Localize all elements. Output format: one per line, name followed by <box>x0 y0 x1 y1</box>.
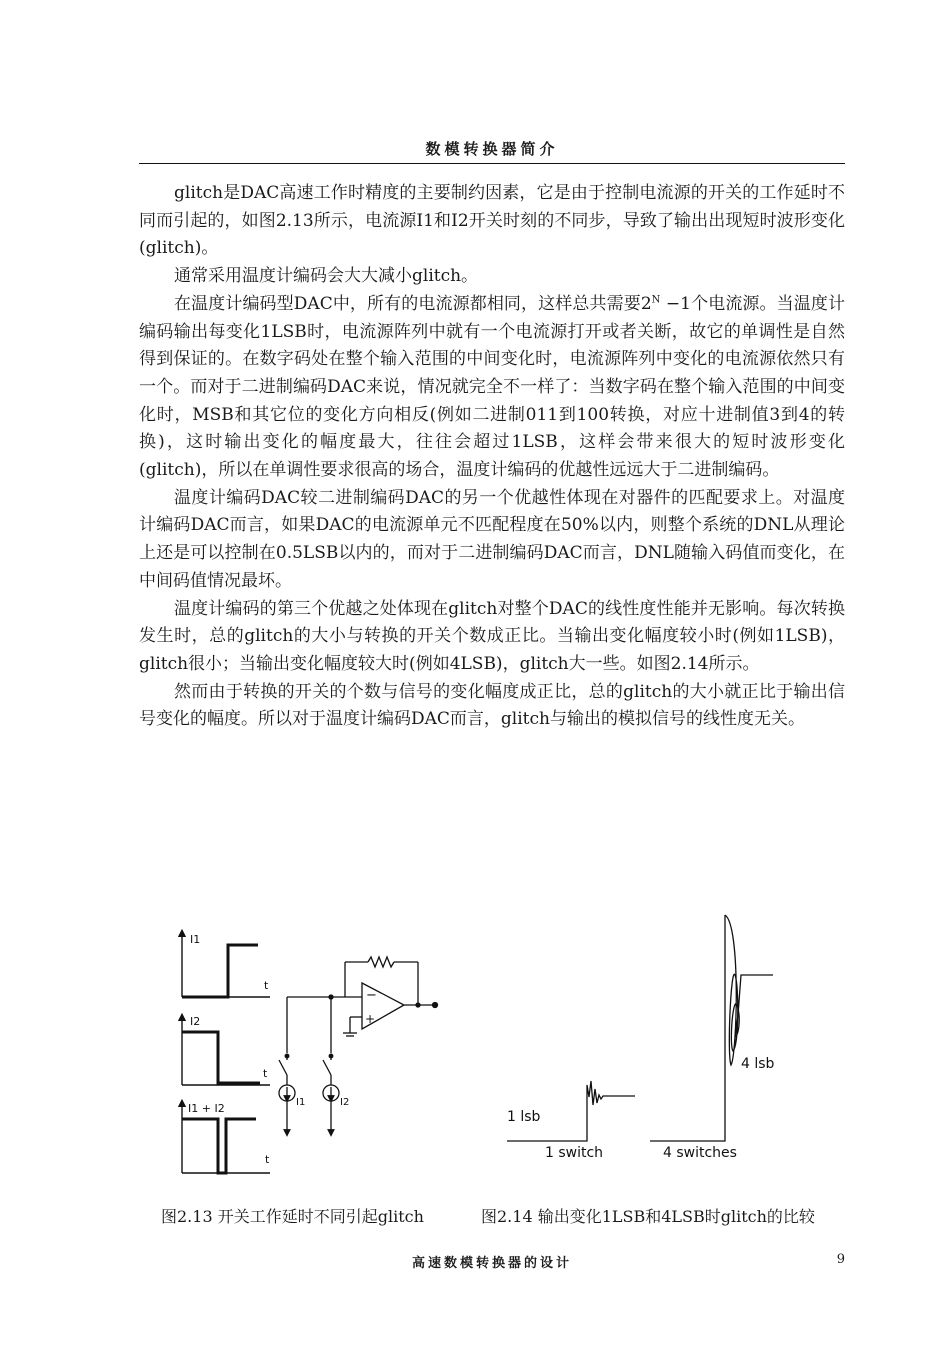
footer-title: 高速数模转换器的设计 <box>411 1256 572 1271</box>
page-header-title: 数模转换器简介 <box>425 140 559 158</box>
label-source-i1: I1 <box>296 1097 306 1108</box>
label-1-lsb: 1 lsb <box>507 1109 541 1125</box>
label-source-i2: I2 <box>340 1097 350 1108</box>
paragraph-3 <box>139 291 845 485</box>
paragraph-3-part-b: −1个电流源。当温度计编码输出每变化1LSB时，电流源阵列中就有一个电流源打开或者关断，故它的单调性是自然得到保证的。在数字码处在整个输入范围的中间变化时，电流源阵列中变化的电流源依然只有一个。而对于二进制编码DAC来说，情况就完全不一样了：当数字码在整个输入范围的中间变化时，MSB和其它位的变化方向相反(例如二进制011到100转换，对应十进制值3到4的转换)，这时输出变化的幅度最大，往往会超过1LSB，这样会带来很大的短时波形变化(glitch)，所以在单调性要求很高的场合，温度计编码的优越性远远大于二进制编码。 <box>139 293 845 481</box>
figure-2-14 <box>495 905 795 1185</box>
label-t-2: t <box>263 1067 268 1080</box>
figure-2-13-drawing <box>160 905 450 1185</box>
paragraph-2: 通常采用温度计编码会大大减小glitch。 <box>174 266 479 287</box>
opamp-minus-sign: − <box>366 988 377 1003</box>
paragraph-5: 温度计编码的第三个优越之处体现在glitch对整个DAC的线性度性能并无影响。每次转换发生时，总的glitch的大小与转换的开关个数成正比。当输出变化幅度较小时(例如1LSB)，glitch很小；当输出变化幅度较大时(例如4LSB)，glitch大一些。如图2.14所示。 <box>139 598 845 674</box>
label-i1-plus-i2: I1 + I2 <box>188 1102 225 1115</box>
header-rule <box>139 163 845 164</box>
paragraph-1: glitch是DAC高速工作时精度的主要制约因素，它是由于控制电流源的开关的工作延时不同而引起的，如图2.13所示，电流源I1和I2开关时刻的不同步，导致了输出出现短时波形变化(glitch)。 <box>139 183 845 259</box>
label-i1: I1 <box>190 933 201 946</box>
label-t-1: t <box>264 979 269 992</box>
label-1-switch: 1 switch <box>545 1145 604 1161</box>
paragraph-4: 温度计编码DAC较二进制编码DAC的另一个优越性体现在对器件的匹配要求上。对温度计编码DAC而言，如果DAC的电流源单元不匹配程度在50%以内，则整个系统的DNL从理论上还是可以控制在0.5LSB以内的，而对于二进制编码DAC而言，DNL随输入码值而变化，在中间码值情况最坏。 <box>139 487 845 591</box>
exponent-n: N <box>651 294 661 306</box>
figure-2-14-drawing <box>495 905 795 1185</box>
opamp-plus-sign: + <box>365 1012 376 1026</box>
paragraph-3-part-a: 在温度计编码型DAC中，所有的电流源都相同，这样总共需要2 <box>174 293 652 314</box>
label-i2: I2 <box>190 1015 201 1028</box>
glitch-waveform-4lsb <box>650 915 773 1141</box>
body-text <box>139 180 845 734</box>
page-number: 9 <box>836 1252 845 1267</box>
page-footer <box>139 1252 845 1272</box>
paragraph-6: 然而由于转换的开关的个数与信号的变化幅度成正比，总的glitch的大小就正比于输出信号变化的幅度。所以对于温度计编码DAC而言，glitch与输出的模拟信号的线性度无关。 <box>139 681 845 730</box>
label-t-3: t <box>265 1153 270 1166</box>
caption-figure-2-14: 图2.14 输出变化1LSB和4LSB时glitch的比较 <box>481 1207 815 1226</box>
label-4-switches: 4 switches <box>663 1145 737 1161</box>
figure-2-13 <box>160 905 450 1185</box>
caption-figure-2-13: 图2.13 开关工作延时不同引起glitch <box>161 1207 424 1226</box>
label-4-lsb: 4 lsb <box>741 1056 775 1072</box>
